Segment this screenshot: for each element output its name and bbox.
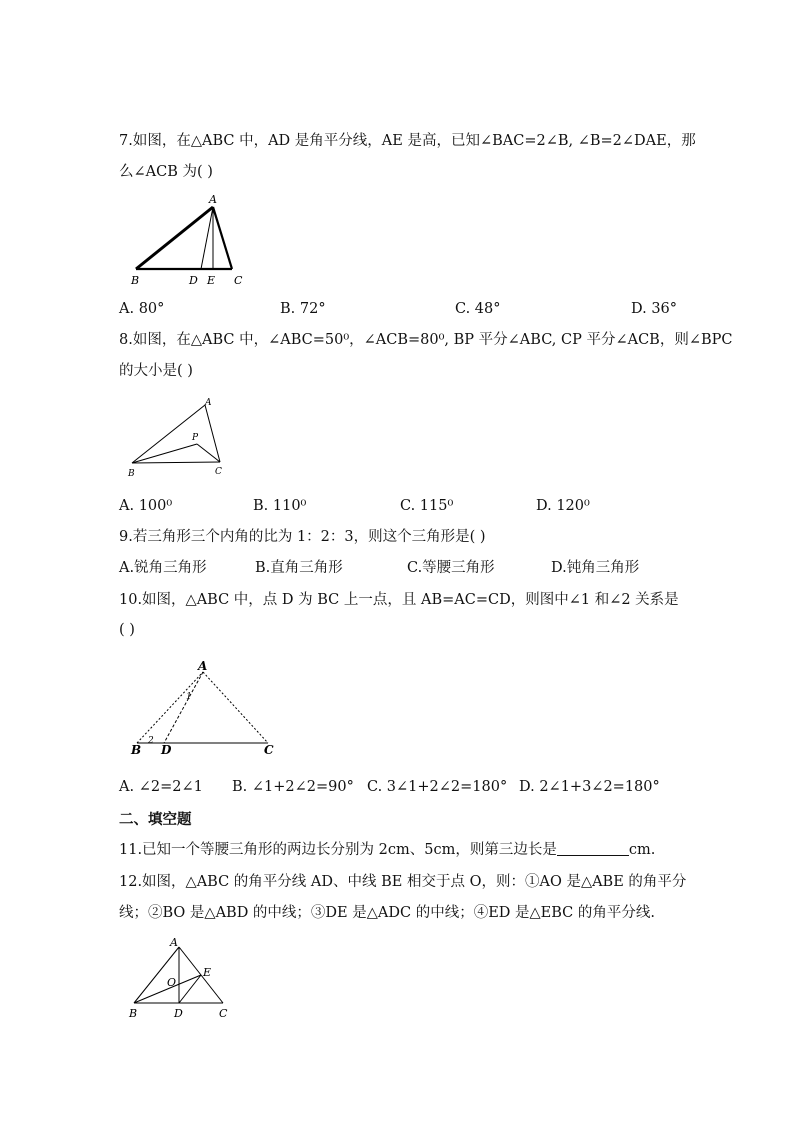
q10-label-angle1: 1 (186, 692, 192, 702)
q7-label-a: A (209, 193, 217, 206)
q8-label-p: P (192, 433, 199, 443)
q12-label-a: A (170, 936, 178, 949)
q10-option-b: B. ∠1+2∠2=90° (232, 779, 354, 795)
q12-label-c: C (219, 1007, 228, 1020)
q8-label-b: B (128, 469, 135, 479)
q8-text-line1: 8.如图，在△ABC 中，∠ABC=50⁰，∠ACB=80⁰, BP 平分∠ABC, CP 平分∠ACB，则∠BPC (119, 332, 733, 348)
q9-option-d: D.钝角三角形 (551, 560, 640, 576)
q10-label-a: A (198, 659, 208, 673)
q12-label-b: B (129, 1007, 138, 1020)
section-heading-fill-in: 二、填空题 (119, 812, 192, 828)
q8-label-a: A (205, 398, 212, 408)
q10-label-angle2: 2 (148, 736, 154, 746)
q12-label-o: O (167, 976, 177, 989)
q10-label-b: B (131, 743, 142, 757)
q7-label-d: D (189, 274, 198, 287)
q9-text-line1: 9.若三角形三个内角的比为 1：2：3，则这个三角形是( ) (119, 529, 486, 545)
q7-text-line1: 7.如图，在△ABC 中，AD 是角平分线，AE 是高，已知∠BAC=2∠B, ∠B=2∠DAE，那 (119, 133, 696, 149)
q7-option-b: B. 72° (280, 301, 326, 317)
q9-option-c: C.等腰三角形 (407, 560, 495, 576)
q10-option-c: C. 3∠1+2∠2=180° (367, 779, 508, 795)
q7-option-c: C. 48° (455, 301, 501, 317)
q10-label-d: D (161, 743, 172, 757)
q7-label-c: C (234, 274, 243, 287)
q12-text-line2: 线；②BO 是△ABD 的中线；③DE 是△ADC 的中线；④ED 是△EBC 的角平分线. (119, 905, 655, 921)
q8-option-a: A. 100⁰ (119, 498, 173, 514)
q10-option-a: A. ∠2=2∠1 (119, 779, 203, 795)
q7-label-e: E (207, 274, 216, 287)
q7-text-line2: 么∠ACB 为( ) (119, 164, 213, 180)
q9-option-b: B.直角三角形 (255, 560, 343, 576)
q10-label-c: C (264, 743, 274, 757)
q8-option-d: D. 120⁰ (536, 498, 590, 514)
q9-option-a: A.锐角三角形 (119, 560, 207, 576)
q10-option-d: D. 2∠1+3∠2=180° (519, 779, 660, 795)
q10-text-line2: ( ) (119, 622, 135, 638)
q7-label-b: B (131, 274, 140, 287)
q12-label-d: D (174, 1007, 183, 1020)
q8-option-c: C. 115⁰ (400, 498, 454, 514)
q8-text-line2: 的大小是( ) (119, 363, 193, 379)
q7-option-a: A. 80° (119, 301, 165, 317)
q8-label-c: C (215, 467, 222, 477)
q12-text-line1: 12.如图，△ABC 的角平分线 AD、中线 BE 相交于点 O，则：①AO 是△ABE 的角平分 (119, 874, 687, 890)
q10-text-line1: 10.如图，△ABC 中，点 D 为 BC 上一点，且 AB=AC=CD，则图中∠1 和∠2 关系是 (119, 592, 679, 608)
q8-option-b: B. 110⁰ (253, 498, 307, 514)
q11-text-before: 11.已知一个等腰三角形的两边长分别为 2cm、5cm，则第三边长是 (119, 842, 557, 858)
q11-text-after: cm. (628, 842, 656, 858)
q12-label-e: E (203, 966, 212, 979)
q7-option-d: D. 36° (631, 301, 678, 317)
